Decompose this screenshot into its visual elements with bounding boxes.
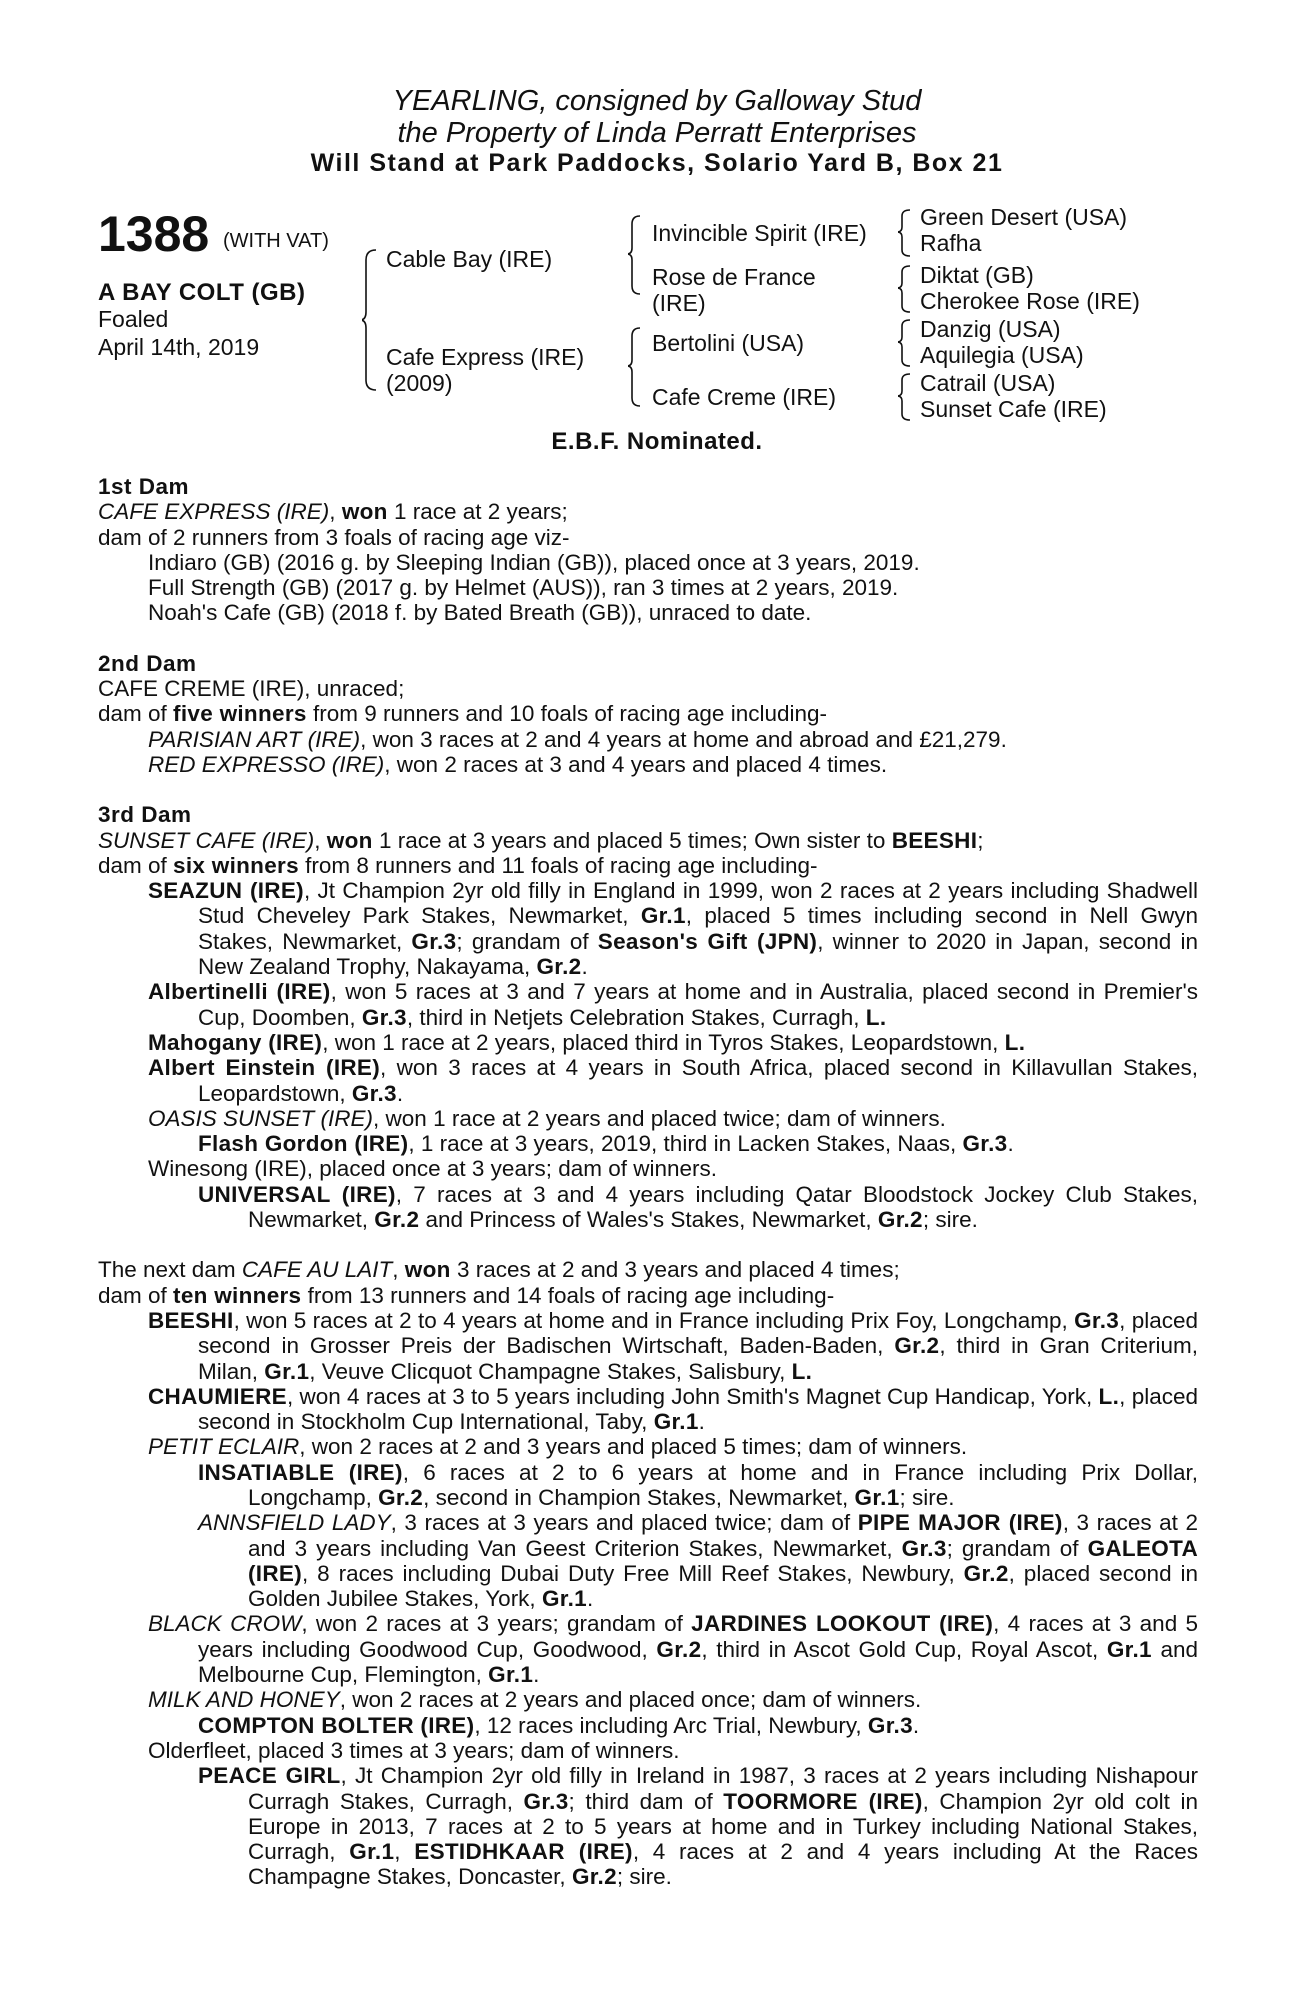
first-dam-line: CAFE EXPRESS (IRE), won 1 race at 2 years; — [98, 499, 568, 525]
pedigree-sdd: Cherokee Rose (IRE) — [920, 288, 1140, 314]
third-dam-progeny: OASIS SUNSET (IRE), won 1 race at 2 years and placed twice; dam of winners. — [148, 1105, 946, 1131]
header-consignor: YEARLING, consigned by Galloway Stud — [392, 85, 922, 117]
pedigree-dam-year: (2009) — [386, 370, 453, 396]
pedigree-sire: Cable Bay (IRE) — [386, 246, 553, 272]
pedigree-dam-sire: Bertolini (USA) — [652, 330, 805, 356]
first-dam-name: CAFE EXPRESS (IRE) — [98, 499, 330, 525]
grandchild-entry: INSATIABLE (IRE), 6 races at 2 to 6 years at home and in France including Prix Dollar, Longchamp, Gr.2, second in Champion Stakes, Newmarket, Gr.1; sire. — [198, 1459, 1199, 1510]
pedigree-brace-3c — [898, 318, 916, 368]
third-dam-progeny: Albertinelli (IRE), won 5 races at 3 and 7 years at home and in Australia, placed second in Premier's Cup, Doomben, Gr.3, third in Netjets Celebration Stakes, Curragh, L. — [148, 979, 1198, 1030]
pedigree-brace-1 — [362, 248, 382, 393]
grandchild-entry: UNIVERSAL (IRE), 7 races at 3 and 4 years including Qatar Bloodstock Jockey Club Stakes, Newmarket, Gr.2 and Princess of Wales's Stakes, Newmarket, Gr.2; sire. — [198, 1181, 1198, 1233]
third-dam-heading: 3rd Dam — [98, 802, 192, 828]
foaled-label: Foaled — [98, 306, 169, 332]
produce-record — [98, 474, 1198, 1890]
pedigree-brace-3b — [898, 264, 916, 314]
pedigree-sire-dam-country: (IRE) — [652, 290, 706, 316]
header-property: the Property of Linda Perratt Enterprises — [397, 117, 917, 149]
second-dam-progeny: PARISIAN ART (IRE), won 3 races at 2 and 4 years at home and abroad and £21,279. — [148, 726, 1007, 752]
grandchild-entry: COMPTON BOLTER (IRE), 12 races including Arc Trial, Newbury, Gr.3. — [198, 1712, 920, 1738]
grandchild-entry: PEACE GIRL, Jt Champion 2yr old filly in Ireland in 1987, 3 races at 2 years including Nishapour Curragh Stakes, Curragh, Gr.3; third dam of TOORMORE (IRE), Champion 2yr old colt in Europe in 2013, 7 races at 2 to 5 years at home and in Turkey including National Stakes, Curragh, Gr.1, ESTIDHKAAR (IRE), 4 races at 2 and 4 years including At the Races Champagne Stakes, Doncaster, Gr.2; sire. — [198, 1763, 1198, 1890]
grandchild-entry: ANNSFIELD LADY, 3 races at 3 years and placed twice; dam of PIPE MAJOR (IRE), 3 races at 2 and 3 years including Van Geest Criterion Stakes, Newmarket, Gr.3; grandam of GALEOTA (IRE), 8 races including Dubai Duty Free Mill Reef Stakes, Newbury, Gr.2, placed second in Golden Jubilee Stakes, York, Gr.1. — [198, 1510, 1199, 1612]
pedigree-brace-2b — [628, 326, 646, 408]
progeny-item: Full Strength (GB) (2017 g. by Helmet (AUS)), ran 3 times at 2 years, 2019. — [148, 575, 899, 601]
second-dam-summary: dam of five winners from 9 runners and 10 foals of racing age including- — [98, 701, 828, 727]
third-dam-summary: dam of six winners from 8 runners and 11 foals of racing age including- — [98, 852, 818, 878]
first-dam-heading: 1st Dam — [98, 474, 190, 499]
pedigree-sire-dam: Rose de France — [652, 264, 816, 290]
third-dam-progeny: Mahogany (IRE), won 1 race at 2 years, placed third in Tyros Stakes, Leopardstown, L. — [148, 1029, 1026, 1055]
next-dam-progeny: PETIT ECLAIR, won 2 races at 2 and 3 years and placed 5 times; dam of winners. — [148, 1434, 968, 1460]
pedigree-ssd: Rafha — [920, 230, 982, 256]
ebf-nominated: E.B.F. Nominated. — [551, 428, 763, 455]
third-dam-progeny: Winesong (IRE), placed once at 3 years; dam of winners. — [148, 1156, 718, 1182]
second-dam-progeny: RED EXPRESSO (IRE), won 2 races at 3 and 4 years and placed 4 times. — [148, 751, 888, 777]
third-dam-progeny: Albert Einstein (IRE), won 3 races at 4 years in South Africa, placed second in Killavullan Stakes, Leopardstown, Gr.3. — [148, 1055, 1198, 1106]
next-dam-line: The next dam CAFE AU LAIT, won 3 races at 2 and 3 years and placed 4 times; — [98, 1257, 900, 1283]
pedigree-dds: Catrail (USA) — [920, 370, 1056, 396]
progeny-item: Noah's Cafe (GB) (2018 f. by Bated Breath (GB)), unraced to date. — [148, 600, 812, 626]
second-dam-line: CAFE CREME (IRE), unraced; — [98, 676, 405, 702]
lot-description: A BAY COLT (GB) — [98, 279, 306, 306]
pedigree-brace-3d — [898, 372, 916, 422]
next-dam-progeny: MILK AND HONEY, won 2 races at 2 years and placed once; dam of winners. — [148, 1687, 922, 1713]
progeny-item: Indiaro (GB) (2016 g. by Sleeping Indian (GB)), placed once at 3 years, 2019. — [148, 549, 920, 575]
pedigree-dam: Cafe Express (IRE) — [386, 344, 585, 370]
pedigree-brace-3a — [898, 208, 916, 258]
next-dam-progeny: BEESHI, won 5 races at 2 to 4 years at home and in France including Prix Foy, Longchamp, Gr.3, placed second in Grosser Preis der Badischen Wirtschaft, Baden-Baden, Gr.2, third in Gran Criterium, Milan, Gr.1, Veuve Clicquot Champagne Stakes, Salisbury, L. — [148, 1307, 1198, 1384]
lot-number: 1388 — [98, 206, 210, 262]
pedigree-dsd: Aquilegia (USA) — [920, 342, 1084, 368]
pedigree-dam-dam: Cafe Creme (IRE) — [652, 384, 837, 410]
pedigree-brace-2a — [628, 214, 646, 296]
header-location: Will Stand at Park Paddocks, Solario Yard B, Box 21 — [310, 149, 1004, 177]
next-dam-progeny: CHAUMIERE, won 4 races at 3 to 5 years including John Smith's Magnet Cup Handicap, York, L., placed second in Stockholm Cup International, Taby, Gr.1. — [148, 1383, 1198, 1435]
pedigree-ddd: Sunset Cafe (IRE) — [920, 396, 1107, 422]
vat-note: (WITH VAT) — [223, 230, 329, 252]
pedigree-sire-sire: Invincible Spirit (IRE) — [652, 220, 867, 246]
second-dam-heading: 2nd Dam — [98, 650, 197, 676]
pedigree-sds: Diktat (GB) — [920, 262, 1034, 288]
third-dam-progeny: SEAZUN (IRE), Jt Champion 2yr old filly in England in 1999, won 2 races at 2 years including Shadwell Stud Cheveley Park Stakes, Newmarket, Gr.1, placed 5 times including second in Nell Gwyn Stakes, Newmarket, Gr.3; grandam of Season's Gift (JPN), winner to 2020 in Japan, second in New Zealand Trophy, Nakayama, Gr.2. — [148, 878, 1198, 980]
first-dam-summary: dam of 2 runners from 3 foals of racing age viz- — [98, 524, 570, 550]
pedigree-sss: Green Desert (USA) — [920, 204, 1128, 230]
pedigree-dss: Danzig (USA) — [920, 316, 1061, 342]
foaled-date: April 14th, 2019 — [98, 334, 260, 360]
third-dam-line: SUNSET CAFE (IRE), won 1 race at 3 years and placed 5 times; Own sister to BEESHI; — [98, 827, 984, 853]
next-dam-summary: dam of ten winners from 13 runners and 14 foals of racing age including- — [98, 1282, 835, 1308]
grandchild-entry: Flash Gordon (IRE), 1 race at 3 years, 2019, third in Lacken Stakes, Naas, Gr.3. — [198, 1131, 1014, 1157]
next-dam-progeny: Olderfleet, placed 3 times at 3 years; dam of winners. — [148, 1737, 680, 1763]
next-dam-progeny: BLACK CROW, won 2 races at 3 years; grandam of JARDINES LOOKOUT (IRE), 4 races at 3 and 5 years including Goodwood Cup, Goodwood, Gr.2, third in Ascot Gold Cup, Royal Ascot, Gr.1 and Melbourne Cup, Flemington, Gr.1. — [148, 1611, 1199, 1688]
